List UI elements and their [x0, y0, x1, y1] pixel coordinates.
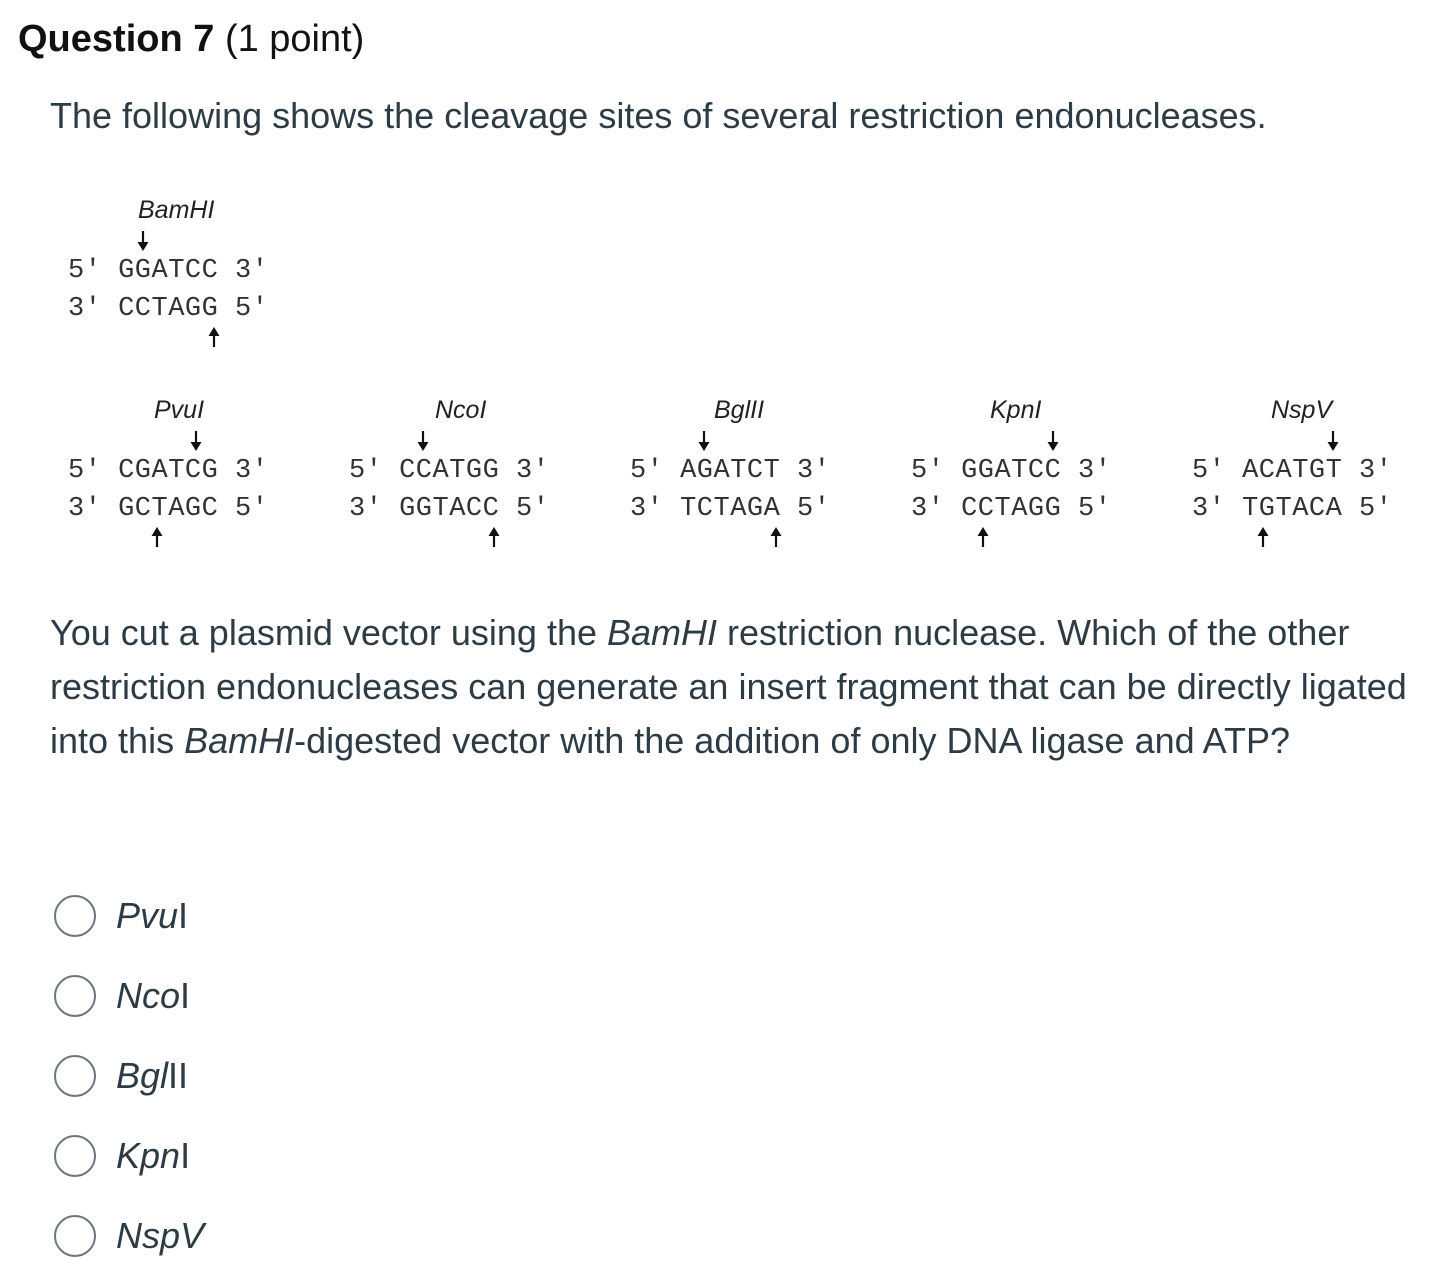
enzyme-bamhi-diagram: [68, 196, 298, 366]
bottom-strand: 3′ TCTAGA 5′: [630, 494, 831, 524]
enzyme-nspv-diagram: [1192, 396, 1422, 566]
bottom-strand: 3′ GGTACC 5′: [349, 494, 550, 524]
top-strand: 5′ AGATCT 3′: [630, 456, 831, 486]
enzyme-ncoi-diagram: [349, 396, 579, 566]
answer-label[interactable]: BglII: [116, 1055, 189, 1096]
top-strand: 5′ GGATCC 3′: [911, 456, 1112, 486]
answer-option-bglii[interactable]: [54, 1036, 204, 1116]
top-strand: 5′ CGATCG 3′: [68, 456, 269, 486]
cut-arrow-down-icon: [697, 430, 711, 457]
enzyme-name: KpnI: [990, 396, 1042, 424]
enzyme-name: PvuI: [154, 396, 205, 424]
question-enzyme-name: BamHI: [607, 612, 718, 653]
bottom-strand: 3′ CCTAGG 5′: [911, 494, 1112, 524]
enzyme-kpni-diagram: [911, 396, 1141, 566]
radio-button[interactable]: [54, 975, 96, 1017]
radio-button[interactable]: [54, 1055, 96, 1097]
cut-arrow-up-icon: [1256, 526, 1270, 553]
question-header: [18, 14, 364, 64]
cut-arrow-down-icon: [136, 230, 150, 257]
question-text-part: -digested vector with the addition of only DNA ligase and ATP?: [294, 720, 1291, 761]
question-text: [50, 606, 1410, 768]
answer-label[interactable]: KpnI: [116, 1135, 191, 1176]
cut-arrow-down-icon: [1046, 430, 1060, 457]
answer-option-kpni[interactable]: [54, 1116, 204, 1196]
cut-arrow-up-icon: [150, 526, 164, 553]
top-strand: 5′ GGATCC 3′: [68, 256, 269, 286]
question-points: (1 point): [224, 18, 365, 60]
cut-arrow-up-icon: [487, 526, 501, 553]
cut-arrow-down-icon: [189, 430, 203, 457]
bottom-strand: 3′ CCTAGG 5′: [68, 294, 269, 324]
enzyme-bglii-diagram: [630, 396, 860, 566]
question-enzyme-name: BamHI: [184, 720, 295, 761]
question-text-part: You cut a plasmid vector using the: [50, 612, 607, 653]
enzyme-pvui-diagram: [68, 396, 298, 566]
enzyme-name: NcoI: [435, 396, 487, 424]
bottom-strand: 3′ TGTACA 5′: [1192, 494, 1393, 524]
bottom-strand: 3′ GCTAGC 5′: [68, 494, 269, 524]
cut-arrow-down-icon: [416, 430, 430, 457]
cut-arrow-up-icon: [976, 526, 990, 553]
answer-label[interactable]: PvuI: [116, 895, 189, 936]
question-intro: The following shows the cleavage sites of several restriction endonucleases.: [50, 95, 1267, 136]
cut-arrow-up-icon: [769, 526, 783, 553]
answer-option-ncoi[interactable]: [54, 956, 204, 1036]
top-strand: 5′ ACATGT 3′: [1192, 456, 1393, 486]
answer-label[interactable]: NcoI: [116, 975, 191, 1016]
answer-options: [54, 876, 204, 1276]
top-strand: 5′ CCATGG 3′: [349, 456, 550, 486]
question-text-part: restriction nuclease. Which of the other restriction endonucleases can generate an insert fragment that can be directly ligated into this: [50, 612, 1407, 761]
radio-button[interactable]: [54, 895, 96, 937]
cut-arrow-down-icon: [1326, 430, 1340, 457]
radio-button[interactable]: [54, 1135, 96, 1177]
cut-arrow-up-icon: [207, 326, 221, 353]
enzyme-name: BamHI: [138, 196, 215, 224]
radio-button[interactable]: [54, 1215, 96, 1257]
enzyme-name: BglII: [714, 396, 765, 424]
answer-label[interactable]: NspV: [116, 1215, 205, 1256]
answer-option-pvui[interactable]: [54, 876, 204, 956]
enzyme-name: NspV: [1271, 396, 1333, 424]
answer-option-nspv[interactable]: [54, 1196, 204, 1276]
question-title: Question 7: [18, 18, 215, 60]
